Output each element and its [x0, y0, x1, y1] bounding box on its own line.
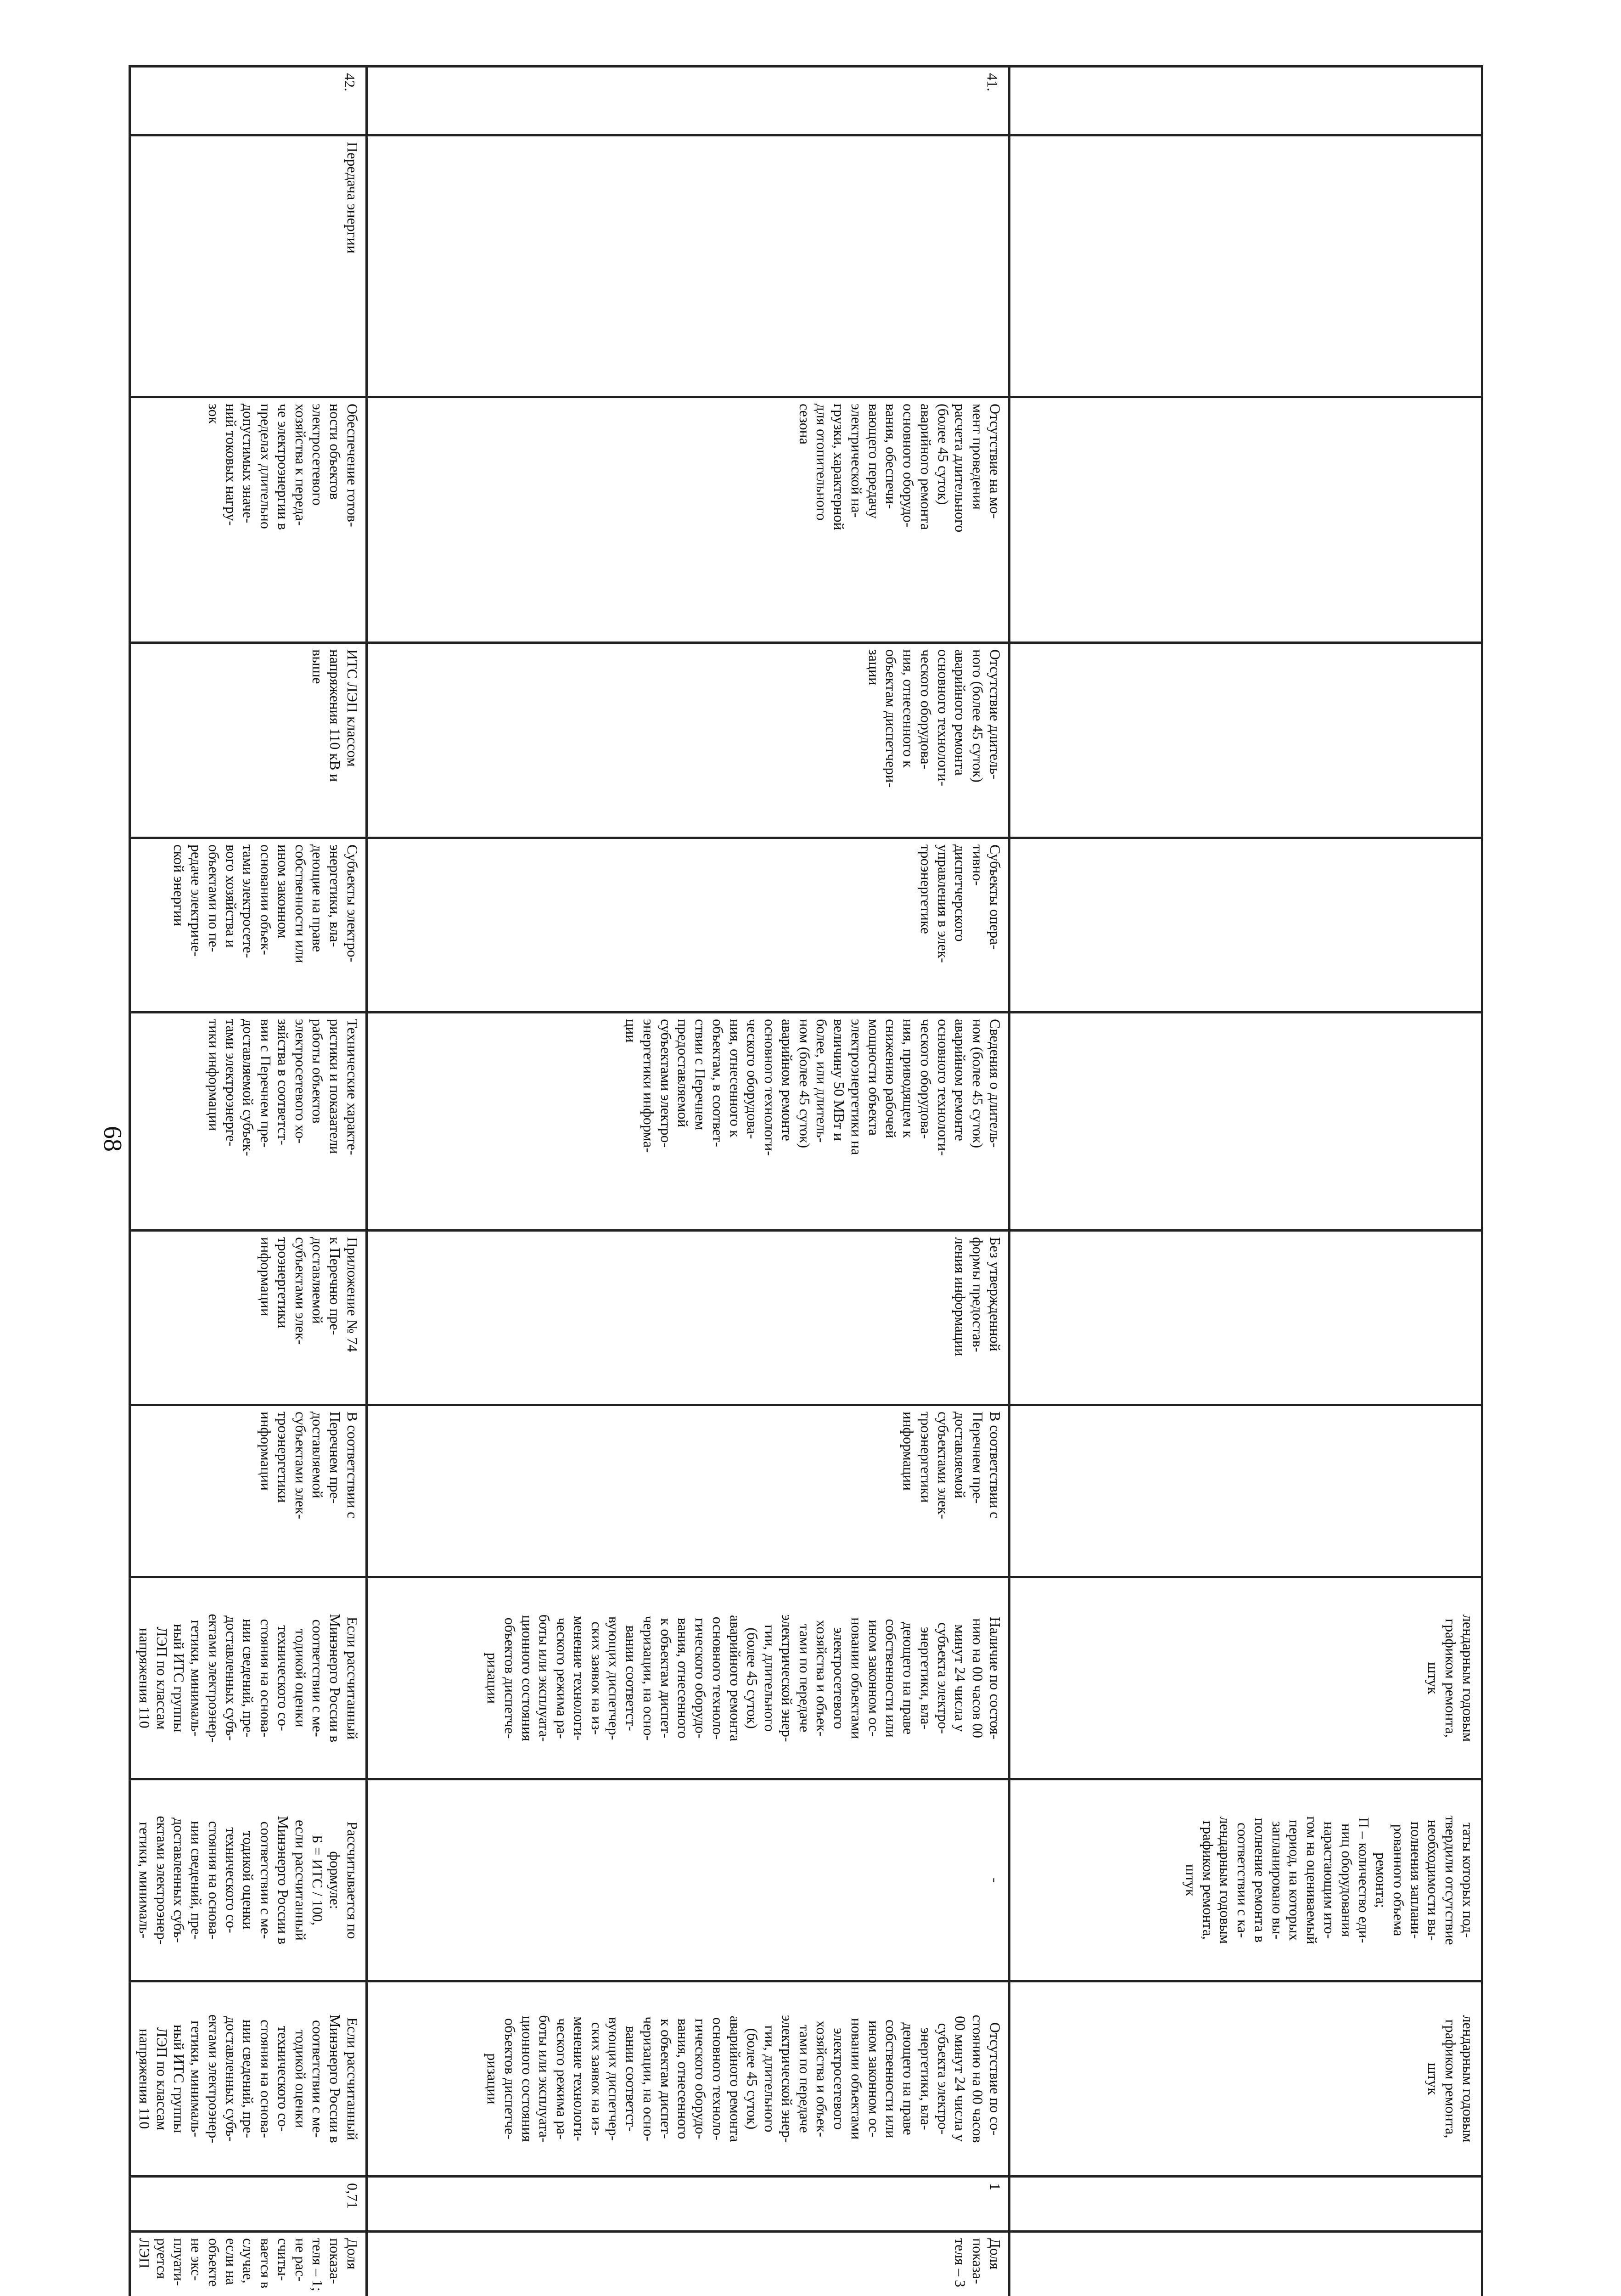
- indicator-table: [129, 65, 1483, 2296]
- formula-2-cell: -: [367, 1779, 1010, 1981]
- table-row: [130, 67, 367, 2296]
- weight-cell: 1: [367, 2177, 1010, 2232]
- data-used-cell: Технические характе- ристики и показатели работы объектов электросетевого хо- зяйства в соответст- вии с Перечнем пре- доставляемой субъек- тами электроэнерге- тики информации: [130, 1013, 367, 1231]
- num-cell: [1010, 67, 1482, 135]
- activity-cell: [367, 135, 1010, 397]
- note-cell: [1010, 2232, 1482, 2296]
- indicator-cell: ИТС ЛЭП классом напряжения 110 кВ и выше: [130, 643, 367, 838]
- form-cell: Приложение № 74 к Перечню пре- доставляемой субъектами элек- троэнергетики информации: [130, 1231, 367, 1405]
- formula-1-cell: Если рассчитанный Минэнерго России в соответствии с ме- тодикой оценки технического со- стояния на основа- нии сведений, пре- доставленных субъ- ектами электроэнер- гетики, минималь- ный ИТС группы ЛЭП по классам напряжения 110: [130, 1577, 367, 1779]
- formula-2-cell: Рассчитывается по формуле: Б = ИТС / 100, если рассчитанный Минэнерго России в соответствии с ме- тодикой оценки технического со- стояния на основа- нии сведений, пре- доставленных субъ- ектами электроэнер- гетики, минималь-: [130, 1779, 367, 1981]
- num-cell: 41.: [367, 67, 1010, 135]
- table-row: [367, 67, 1010, 2296]
- activity-cell: [1010, 135, 1482, 397]
- formula-3-cell: Отсутствие по со- стоянию на 00 часов 00 минут 24 числа у субъекта электро- энергетики, вла- деющего на праве собственности или ином законном ос- новании объектами электросетевого хозяйства и объек- тами по передаче электрической энер- гии, длительного (более 45 суток) аварийного ремонта основного техноло- гического оборудо- вания, отнесенного к объектам диспет- черизации, на осно- вании соответст- вующих диспетчер- ских заявок на из- менение технологи- ческого режима ра- боты или эксплуата- ционного состояния объектов диспетче- ризации: [367, 1981, 1010, 2177]
- condition-cell: [1010, 397, 1482, 643]
- data-used-cell: Сведения о длитель- ном (более 45 суток) аварийном ремонте основного технологи- ческого оборудова- ния, приводящем к снижению рабочей мощности объекта электроэнергетики на величину 50 МВт и более, или длитель- ном (более 45 суток) аварийном ремонте основного технологи- ческого оборудова- ния, отнесенного к объектам, в соответ- ствии с Перечнем предоставляемой субъектами электро- энергетики информа- ции: [367, 1013, 1010, 1231]
- indicator-cell: [1010, 643, 1482, 838]
- formula-1-cell: Наличие по состоя- нию на 00 часов 00 минут 24 числа у субъекта электро- энергетики, вла- деющего на праве собственности или ином законном ос- новании объектами электросетевого хозяйства и объек- тами по передаче электрической энер- гии, длительного (более 45 суток) аварийного ремонта основного техноло- гического оборудо- вания, отнесенного к объектам диспет- черизации, на осно- вании соответст- вующих диспетчер- ских заявок на из- менение технологи- ческого режима ра- боты или эксплуата- ционного состояния объектов диспетче- ризации: [367, 1577, 1010, 1779]
- formula-3-cell: лендарным годовым графиком ремонта, штук: [1010, 1981, 1482, 2177]
- source-cell: Субъекты электро- энергетики, вла- деющие на праве собственности или ином законном основании объек- тами электросете- вого хозяйства и объектами по пе- редаче электриче- ской энергии: [130, 838, 367, 1013]
- formula-1-cell: лендарным годовым графиком ремонта, штук: [1010, 1577, 1482, 1779]
- form-cell: [1010, 1231, 1482, 1405]
- weight-cell: 0,71: [130, 2177, 367, 2232]
- formula-3-cell: Если рассчитанный Минэнерго России в соответствии с ме- тодикой оценки технического со- стояния на основа- нии сведений, пре- доставленных субъ- ектами электроэнер- гетики, минималь- ный ИТС группы ЛЭП по классам напряжения 110: [130, 1981, 367, 2177]
- source-cell: Субъекты опера- тивно- диспетчерского управления в элек- троэнергетике: [367, 838, 1010, 1013]
- note-cell: Доля показа- теля – 1; не рас- считы- вается в случае, если на объекте не экс- плуати- руется ЛЭП: [130, 2232, 367, 2296]
- indicator-cell: Отсутствие длитель- ного (более 45 суток) аварийного ремонта основного технологи- ческого оборудова- ния, отнесенного к объектам диспетчери- зации: [367, 643, 1010, 838]
- table-row: [1010, 67, 1482, 2296]
- form-cell: Без утвержденной формы предостав- ления информации: [367, 1231, 1010, 1405]
- source-cell: [1010, 838, 1482, 1013]
- note-cell: Доля показа- теля – 3: [367, 2232, 1010, 2296]
- list-cell: [1010, 1405, 1482, 1577]
- data-used-cell: [1010, 1013, 1482, 1231]
- activity-cell: Передача энергии: [130, 135, 367, 397]
- condition-cell: Отсутствие на мо- мент проведения расчета длительного (более 45 суток) аварийного ремонта основного оборудо- вания, обеспечи- вающего передачу электрической на- грузки, характерной для отопительного сезона: [367, 397, 1010, 643]
- page-number: 68: [98, 1126, 127, 1152]
- list-cell: В соответствии с Перечнем пре- доставляемой субъектами элек- троэнергетики информации: [367, 1405, 1010, 1577]
- list-cell: В соответствии с Перечнем пре- доставляемой субъектами элек- троэнергетики информации: [130, 1405, 367, 1577]
- weight-cell: [1010, 2177, 1482, 2232]
- formula-2-cell: таты которых под- твердили отсутствие необходимости вы- полнения заплани- рованного объема ремонта; П – количество еди- ниц оборудования нарастающим ито- гом на оцениваемый период, на которых запланировано вы- полнение ремонта в соответствии с ка- лендарным годовым графиком ремонта, штук: [1010, 1779, 1482, 1981]
- rotated-table-sheet: [136, 65, 1483, 2291]
- num-cell: 42.: [130, 67, 367, 135]
- condition-cell: Обеспечение готов- ности объектов электросетевого хозяйства к переда- че электроэнергии в пределах длительно допустимых значе- ний токовых нагру- зок: [130, 397, 367, 643]
